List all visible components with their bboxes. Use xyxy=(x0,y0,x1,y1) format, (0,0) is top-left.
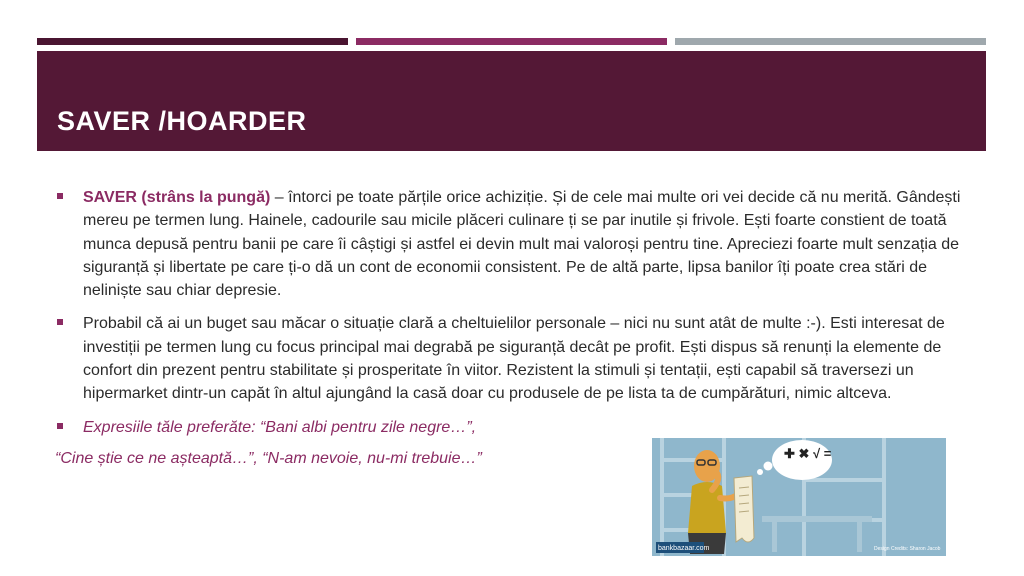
bullet-marker-icon xyxy=(57,423,63,429)
accent-bar-magenta xyxy=(356,38,667,45)
accent-bar-gray xyxy=(675,38,986,45)
quote-line-1: Expresiile tăle preferăte: “Bani albi pentru zile negre…”, xyxy=(83,418,477,436)
bullet-budget xyxy=(56,312,974,405)
bullet-saver xyxy=(56,186,974,302)
slide-title: SAVER /HOARDER xyxy=(57,106,307,136)
bullet-marker-icon xyxy=(57,319,63,325)
bankbazaar-logo: bankbazaar.com xyxy=(658,545,710,552)
slide-content xyxy=(56,186,974,470)
accent-bar-dark xyxy=(37,38,348,45)
title-band xyxy=(37,51,986,151)
bullet-text: – întorci pe toate părțile orice achiziție. Și de cele mai multe ori vei decide că nu merită. Gândești mereu pe termen lung. Hainele, cadourile sau micile plăceri culinare ți se par inutile și frivole. Ești foarte constient de toată munca depusă pentru banii pe care îi câștigi și astfel ei devin mult mai valoroși pentru tine. Apreciezi foarte mult senzația de siguranță și libertate pe care ți-o dă un cont de economii consistent. Pe de altă parte, lipsa banilor îți poate crea stări de neliniște sau chiar depresie. xyxy=(83,189,961,300)
bullet-text: Probabil că ai un buget sau măcar o situație clară a cheltuielilor personale – nici nu sunt atât de multe :-). Esti interesat de investiții pe termen lung cu focus principal mai degrabă pe siguranță decât pe profit. Ești dispus să renunți la elemente de confort din prezent pentru stabilitate și prosperitate în viitor. Rezistent la stimuli și tentații, ești capabil să traversezi un hipermarket dintr-un capăt în altul ajungând la casă doar cu produsele de pe lista ta de cumpărături, nimic altceva. xyxy=(83,315,945,403)
saver-illustration xyxy=(652,438,946,556)
bullet-quotes xyxy=(56,416,974,439)
quote-line-2: “Cine știe ce ne așteaptă…”, “N-am nevoie, nu-mi trebuie…” xyxy=(55,449,482,467)
thinking-man-illustration xyxy=(652,438,946,556)
bullet-marker-icon xyxy=(57,193,63,199)
design-credit: Design Credits: Sharon Jacob xyxy=(874,546,941,552)
bullet-highlight: SAVER (strâns la pungă) xyxy=(83,189,271,206)
thought-symbols: ✚ ✖ √ = xyxy=(784,446,832,461)
